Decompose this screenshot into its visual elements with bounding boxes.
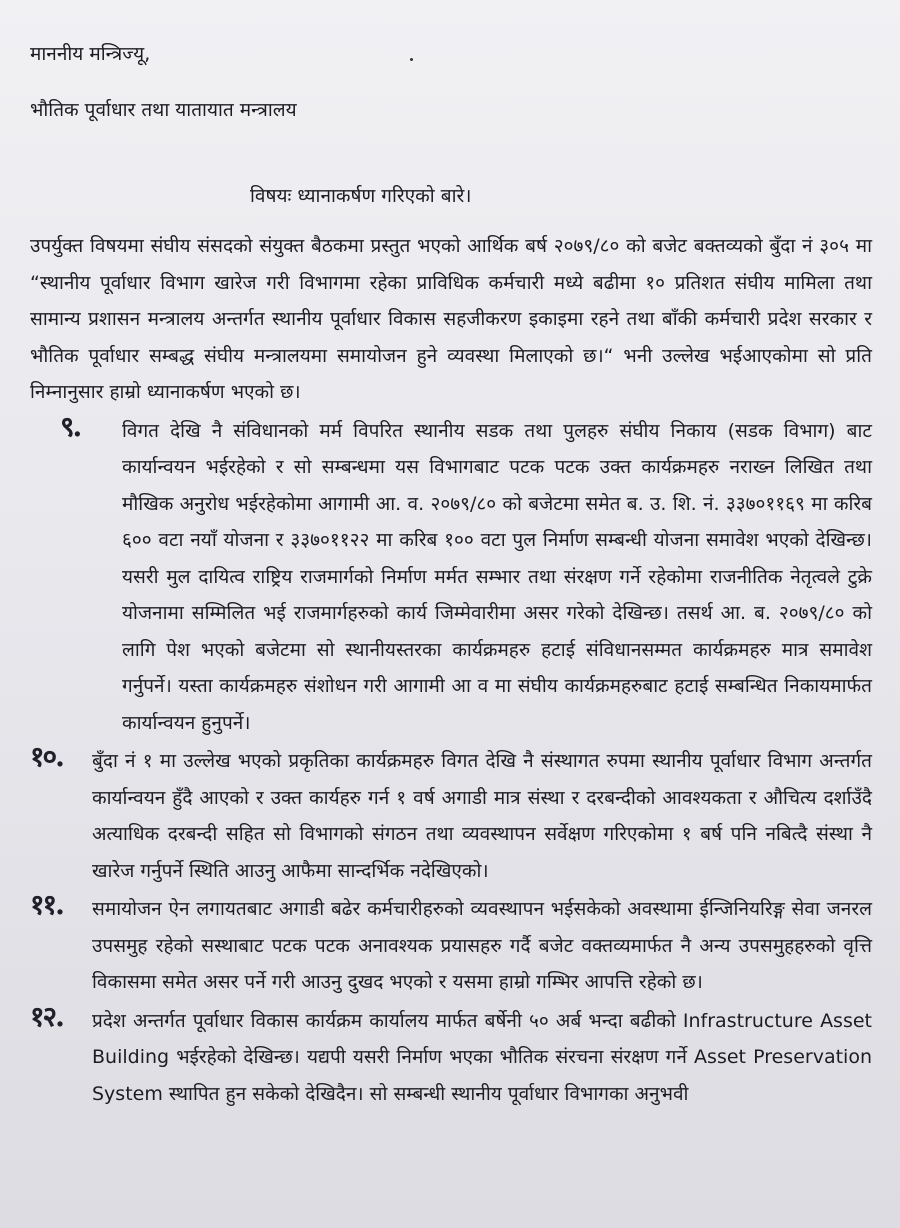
intro-paragraph: उपर्युक्त विषयमा संघीय संसदको संयुक्त बैठकमा प्रस्तुत भएको आर्थिक बर्ष २०७९/८० को बजेट बक्तव्यको बुँदा नं ३०५ मा “स्थानीय पूर्वाधार विभाग खारेज गरी विभागमा रहेका प्राविधिक कर्मचारी मध्ये बढीमा १० प्रतिशत संघीय मामिला तथा सामान्य प्रशासन मन्त्रालय अन्तर्गत स्थानीय पूर्वाधार विकास सहजीकरण इकाइमा रहने तथा बाँकी कर्मचारी प्रदेश सरकार र भौतिक पूर्वाधार सम्बद्ध संघीय मन्त्रालयमा समायोजन हुने व्यवस्था मिलाएको छ।“ भनी उल्लेख भईआएकोमा सो प्रति निम्नानुसार हाम्रो ध्यानाकर्षण भएको छ।	[30, 235, 872, 403]
stray-mark	[410, 58, 413, 61]
point-1	[60, 409, 872, 742]
point-text: प्रदेश अन्तर्गत पूर्वाधार विकास कार्यक्रम कार्यालय मार्फत बर्षेनी ५० अर्ब भन्दा बढीको Infrastructure Asset Building भईरहेको देखिन्छ। यद्यपी यसरी निर्माण भएका भौतिक संरचना संरक्षण गर्ने Asset Preservation System स्थापित हुन सकेको देखिदैन। सो सम्बन्धी स्थानीय पूर्वाधार विभागका अनुभवी	[92, 1009, 872, 1105]
point-number: १०.	[30, 740, 63, 773]
salutation: माननीय मन्त्रिज्यू,	[30, 43, 151, 65]
point-2	[30, 740, 872, 889]
point-number: ११.	[30, 888, 63, 921]
point-number: ९.	[60, 409, 81, 443]
subject-line: विषयः ध्यानाकर्षण गरिएको बारे।	[250, 185, 472, 207]
point-4	[30, 999, 872, 1113]
point-text: समायोजन ऐन लगायतबाट अगाडी बढेर कर्मचारीहरुको व्यवस्थापन भईसकेको अवस्थामा ईन्जिनियरिङ्ग सेवा जनरल उपसमुह रहेको सस्थाबाट पटक पटक अनावश्यक प्रयासहरु गर्दै बजेट वक्तव्यमार्फत नै अन्य उपसमुहहरुको वृत्ति विकासमा समेत असर पर्ने गरी आउनु दुखद भएको र यसमा हाम्रो गम्भिर आपत्ति रहेको छ।	[92, 898, 872, 993]
point-text: विगत देखि नै संविधानको मर्म विपरित स्थानीय सडक तथा पुलहरु संघीय निकाय (सडक विभाग) बाट कार्यान्वयन भईरहेको र सो सम्बन्धमा यस विभागबाट पटक पटक उक्त कार्यक्रमहरु नराख्न लिखित तथा मौखिक अनुरोध भईरहेकोमा आगामी आ. व. २०७९/८० को बजेटमा समेत ब. उ. शि. नं. ३३७०११६९ मा करिब ६०० वटा नयाँ योजना र ३३७०११२२ मा करिब १०० वटा पुल निर्माण सम्बन्धी योजना समावेश भएको देखिन्छ। यसरी मुल दायित्व राष्ट्रिय राजमार्गको निर्माण मर्मत सम्भार तथा संरक्षण गर्ने रहेकोमा राजनीतिक नेतृत्वले टुक्रे योजनामा सम्मिलित भई राजमार्गहरुको कार्य जिम्मेवारीमा असर गरेको देखिन्छ। तसर्थ आ. ब. २०७९/८० को लागि पेश भएको बजेटमा सो स्थानीयस्तरका कार्यक्रमहरु हटाई संविधानसम्मत कार्यक्रमहरु मात्र समावेश गर्नुपर्ने। यस्ता कार्यक्रमहरु संशोधन गरी आगामी आ व मा संघीय कार्यक्रमहरुबाट हटाई सम्बन्धित निकायमार्फत कार्यान्वयन हुनुपर्ने।	[122, 419, 872, 734]
point-3	[30, 888, 872, 1001]
point-text: बुँदा नं १ मा उल्लेख भएको प्रकृतिका कार्यक्रमहरु विगत देखि नै संस्थागत रुपमा स्थानीय पूर्वाधार विभाग अन्तर्गत कार्यान्वयन हुँदै आएको र उक्त कार्यहरु गर्न १ वर्ष अगाडी मात्र संस्था र दरबन्दीको आवश्यकता र औचित्य दर्शाउँदै अत्याधिक दरबन्दी सहित सो विभागको संगठन तथा व्यवस्थापन सर्वेक्षण गरिएकोमा १ बर्ष पनि नबित्दै संस्था नै खारेज गर्नुपर्ने स्थिति आउनु आफैमा सान्दर्भिक नदेखिएको।	[92, 750, 872, 882]
recipient-ministry: भौतिक पूर्वाधार तथा यातायात मन्त्रालय	[30, 99, 297, 121]
point-number: १२.	[30, 999, 63, 1033]
